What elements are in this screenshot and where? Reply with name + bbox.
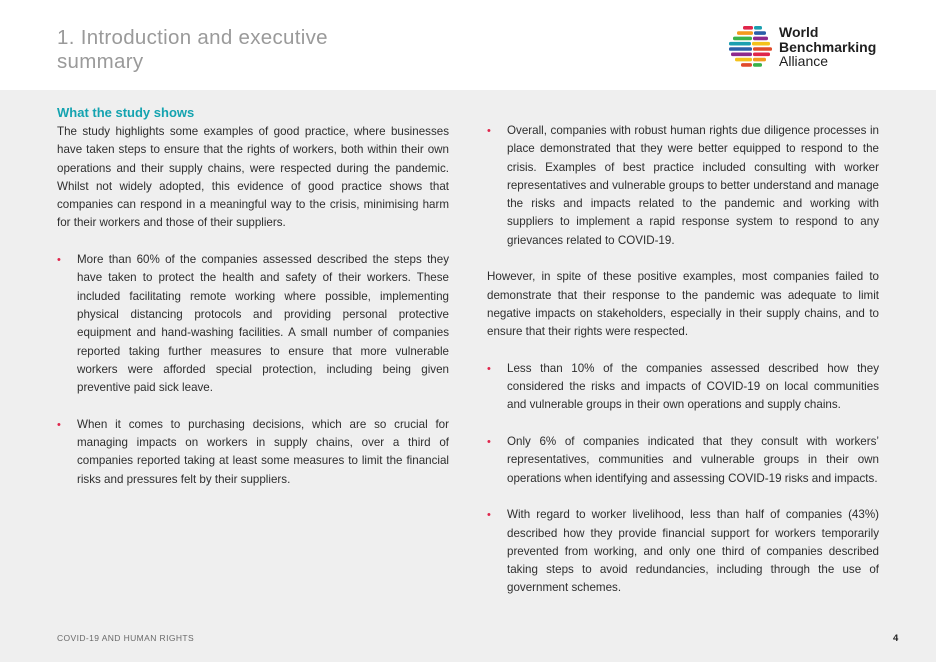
bullet-icon: • [57,418,61,431]
right-bullet-list-top [487,122,879,250]
bullet-icon: • [487,436,491,449]
intro-paragraph: The study highlights some examples of good practice, where businesses have taken steps to ensure that the rights of workers, both within their own operations and their supply chains, were respected during the pandemic. Whilst not widely adopted, this evidence of good practice shows that companies can respond in a meaningful way to the crisis, minimising harm for their workers and those of their suppliers. [57,125,449,230]
list-item: • When it comes to purchasing decisions, which are so crucial for managing impacts on workers in supply chains, over a third of companies reported taking at least some measures to limit the financial risks and pressures felt by their suppliers. [57,417,449,486]
logo-stripe [753,53,770,57]
logo-stripe [729,47,752,51]
page-number: 4 [893,633,899,644]
logo-stripe [752,42,770,46]
logo-stripe [753,58,766,62]
logo-stripe [741,63,752,67]
list-item: • Less than 10% of the companies assessed described how they considered the risks and impacts of COVID-19 on local communities and vulnerable groups in their own operations and supply chains. [487,361,879,412]
footer-doc-title: COVID-19 AND HUMAN RIGHTS [57,633,195,643]
logo-stripe [754,31,766,35]
right-bullet-list-bottom [487,360,879,598]
logo-stripe [753,63,762,67]
list-item: • Only 6% of companies indicated that they consult with workers’ representatives, communities and vulnerable groups in their own operations when identifying and assessing COVID-19 risks and impacts. [487,435,879,485]
bullet-icon: • [57,254,61,267]
list-item: • More than 60% of the companies assessed described the steps they have taken to protect the health and safety of their workers. These included facilitating remote working where possible, implementing physical distancing protocols and providing personal protective equipment and hand-washing facilities. A small number of companies reported taking further measures to ensure that more vulnerable workers were afforded special protection, including being given preventive paid sick leave. [57,253,449,395]
wba-logo [729,22,889,72]
list-item: • With regard to worker livelihood, less than half of companies (43%) described how they provide financial support for workers temporarily prevented from working, and only one third of companies described taking steps to avoid redundancies, including through the use of government schemes. [487,508,879,595]
bullet-icon: • [487,125,491,137]
wba-logo-icon [729,24,773,70]
logo-stripe [731,53,752,57]
however-paragraph: However, in spite of these positive examples, most companies failed to demonstrate that their response to the pandemic was adequate to limit negative impacts on stakeholders, especially in their supply chains, and to ensure that their rights were respected. [487,270,879,339]
section-title: 1. Introduction and executive summary [57,26,328,73]
list-item: • Overall, companies with robust human rights due diligence processes in place demonstrated that they were better equipped to respond to the crisis. Examples of best practice included consulting with worker representatives and vulnerable groups to better understand and manage the risks and impacts related to the pandemic and working with suppliers to implement a rapid response system to respond to any grievances related to COVID-19. [487,124,879,247]
logo-stripe [754,26,762,30]
left-column [57,104,449,489]
study-heading: What the study shows [57,105,195,120]
logo-stripe [743,26,753,30]
logo-line-3: Alliance [779,53,829,69]
left-bullet-list [57,251,449,489]
logo-line-1: World [779,24,819,40]
logo-stripe [729,42,751,46]
logo-stripe [753,47,772,51]
bullet-icon: • [487,362,491,375]
logo-stripe [735,58,752,62]
bullet-icon: • [487,509,491,522]
page-header [0,0,936,90]
logo-stripe [737,31,753,35]
logo-stripe [733,37,752,41]
right-column [487,122,879,598]
logo-line-2: Benchmarking [779,38,877,55]
logo-wordmark [779,25,876,69]
logo-stripe [753,37,768,41]
